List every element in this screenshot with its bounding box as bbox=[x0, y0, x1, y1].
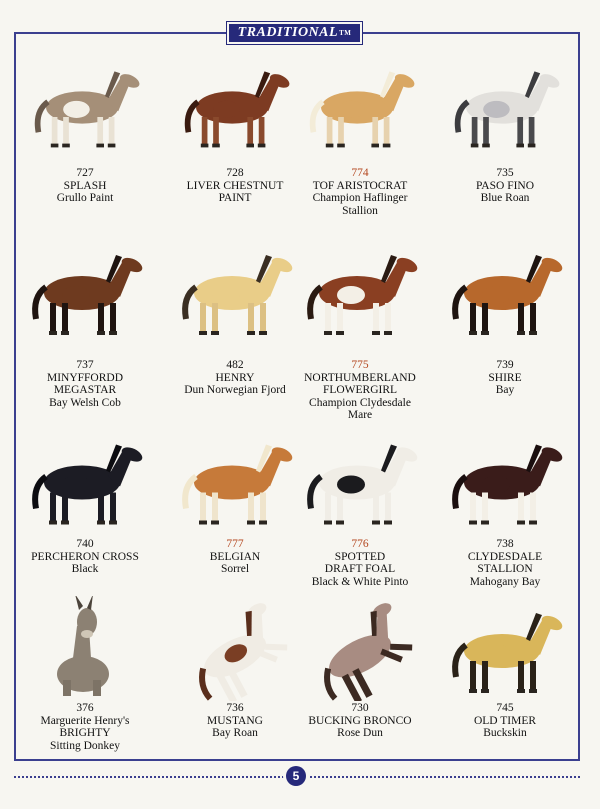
model-caption bbox=[15, 702, 155, 752]
model-photo bbox=[170, 238, 300, 353]
model-caption bbox=[290, 702, 430, 740]
model-description: Black & White Pinto bbox=[311, 575, 409, 588]
model-name: CLYDESDALE bbox=[467, 550, 543, 563]
model-photo bbox=[300, 596, 420, 706]
model-name: LIVER CHESTNUT bbox=[186, 179, 284, 192]
model-name: TOF ARISTOCRAT bbox=[312, 179, 408, 192]
model-number: 727 bbox=[76, 167, 94, 179]
model-number: 376 bbox=[76, 702, 94, 714]
model-number: 730 bbox=[351, 702, 369, 714]
model-description: Rose Dun bbox=[337, 727, 383, 739]
model-photo bbox=[20, 60, 150, 160]
model-description: Black bbox=[71, 563, 99, 575]
model-photo bbox=[45, 596, 125, 706]
model-number: 745 bbox=[496, 702, 514, 714]
model-name: SPLASH bbox=[63, 179, 107, 192]
model-name: OLD TIMER bbox=[473, 714, 537, 727]
model-number: 739 bbox=[496, 359, 514, 371]
model-description: Marguerite Henry's bbox=[40, 714, 130, 727]
model-name: FLOWERGIRL bbox=[322, 384, 398, 396]
model-number: 775 bbox=[351, 359, 369, 371]
model-number: 774 bbox=[351, 167, 369, 179]
model-photo bbox=[440, 430, 570, 540]
model-number: 737 bbox=[76, 359, 94, 371]
model-name: STALLION bbox=[477, 563, 533, 575]
model-photo bbox=[175, 596, 295, 706]
trademark-mark: TM bbox=[339, 29, 352, 37]
model-description: Stallion bbox=[342, 204, 378, 217]
model-name: MEGASTAR bbox=[53, 384, 117, 396]
model-caption bbox=[165, 359, 305, 397]
model-photo bbox=[295, 60, 425, 160]
model-caption bbox=[435, 538, 575, 588]
page-number: 5 bbox=[286, 766, 306, 786]
model-number: 777 bbox=[226, 538, 244, 550]
model-number: 740 bbox=[76, 538, 94, 550]
section-title: TRADITIONAL bbox=[237, 25, 339, 40]
model-description: Bay Roan bbox=[212, 727, 258, 739]
model-photo bbox=[170, 430, 300, 540]
model-caption bbox=[290, 538, 430, 588]
model-photo bbox=[295, 238, 425, 353]
model-number: 776 bbox=[351, 538, 369, 550]
model-description: Champion Haflinger bbox=[312, 192, 408, 204]
model-description: Champion Clydesdale bbox=[309, 396, 411, 409]
model-description: Buckskin bbox=[483, 727, 527, 739]
model-caption bbox=[15, 359, 155, 409]
model-description: Mare bbox=[347, 409, 373, 421]
model-caption bbox=[165, 167, 305, 205]
model-description: Sitting Donkey bbox=[50, 739, 120, 752]
model-name: BUCKING BRONCO bbox=[308, 714, 412, 727]
model-caption bbox=[435, 702, 575, 740]
model-photo bbox=[170, 60, 300, 160]
model-name: DRAFT FOAL bbox=[324, 563, 396, 575]
model-name: SPOTTED bbox=[334, 550, 386, 563]
model-name: PAINT bbox=[218, 192, 252, 204]
model-photo bbox=[20, 430, 150, 540]
model-number: 728 bbox=[226, 167, 244, 179]
model-number: 735 bbox=[496, 167, 514, 179]
model-photo bbox=[440, 238, 570, 353]
model-caption bbox=[165, 702, 305, 740]
model-caption bbox=[290, 359, 430, 422]
model-number: 738 bbox=[496, 538, 514, 550]
model-name: MINYFFORDD bbox=[46, 371, 124, 384]
model-number: 736 bbox=[226, 702, 244, 714]
model-photo bbox=[440, 60, 570, 160]
model-caption bbox=[435, 167, 575, 205]
model-name: BRIGHTY bbox=[59, 727, 111, 739]
model-photo bbox=[440, 596, 570, 711]
model-name: PASO FINO bbox=[475, 179, 535, 192]
model-caption bbox=[15, 167, 155, 205]
model-name: NORTHUMBERLAND bbox=[304, 371, 416, 384]
model-name: MUSTANG bbox=[207, 714, 263, 727]
model-description: Dun Norwegian Fjord bbox=[184, 384, 286, 396]
model-name: SHIRE bbox=[488, 371, 522, 384]
model-photo bbox=[20, 238, 150, 353]
model-caption bbox=[290, 167, 430, 217]
model-number: 482 bbox=[226, 359, 244, 371]
model-name: BELGIAN bbox=[209, 550, 261, 563]
model-description: Bay Welsh Cob bbox=[49, 396, 121, 409]
model-photo bbox=[295, 430, 425, 540]
model-name: HENRY bbox=[215, 371, 255, 384]
model-description: Mahogany Bay bbox=[469, 575, 541, 588]
model-caption bbox=[165, 538, 305, 576]
model-caption bbox=[435, 359, 575, 397]
model-name: PERCHERON CROSS bbox=[31, 550, 139, 563]
model-description: Sorrel bbox=[220, 563, 250, 575]
model-caption bbox=[15, 538, 155, 576]
section-banner bbox=[227, 22, 362, 44]
model-description: Bay bbox=[495, 384, 515, 396]
model-description: Grullo Paint bbox=[56, 192, 114, 204]
model-description: Blue Roan bbox=[480, 192, 530, 204]
